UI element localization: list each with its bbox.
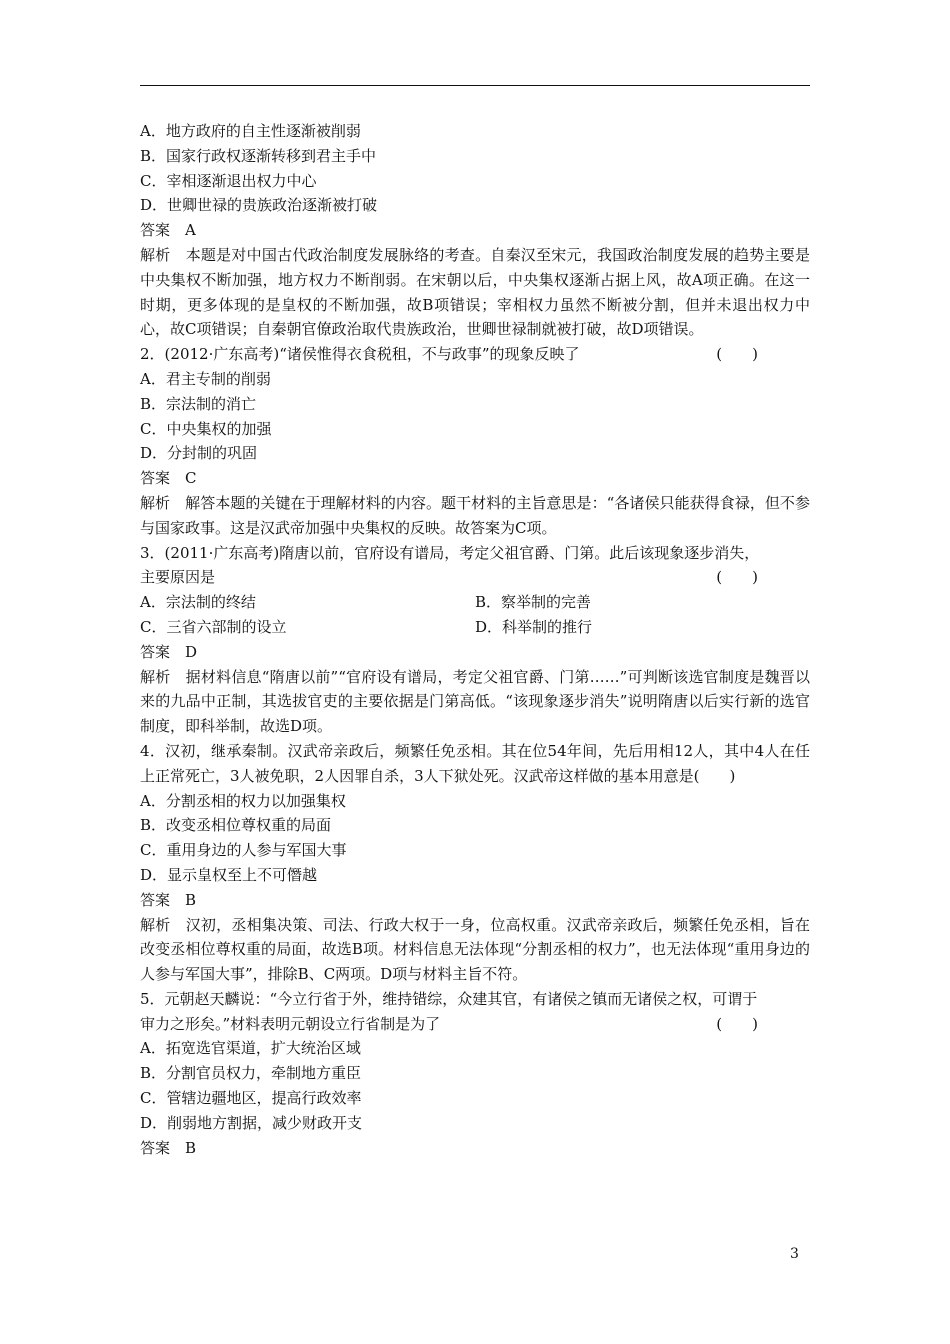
question-stem (140, 342, 810, 367)
option: C．管辖边疆地区，提高行政效率 (140, 1089, 362, 1108)
option: C．三省六部制的设立 (140, 617, 287, 636)
answer: 答案 C (140, 469, 197, 488)
option: D．分封制的巩固 (140, 444, 258, 463)
question-text: 4．汉初，继承秦制。汉武帝亲政后，频繁任免丞相。其在位54年间，先后用相12人，其中4人在任上正常死亡，3人被免职，2人因罪自杀，3人下狱处死。汉武帝这样做的基本用意是( ) (140, 741, 810, 785)
answer-blank: ( ) (716, 568, 758, 587)
question-text: 2．(2012·广东高考)“诸侯惟得衣食税租，不与政事”的现象反映了 (140, 345, 580, 364)
option: D．科举制的推行 (475, 617, 593, 636)
analysis: 解析 汉初，丞相集决策、司法、行政大权于一身，位高权重。汉武帝亲政后，频繁任免丞相，旨在改变丞相位尊权重的局面，故选B项。材料信息无法体现“分割丞相的权力”，也无法体现“重用身边的人参与军国大事”，排除B、C两项。D项与材料主旨不符。 (140, 915, 810, 984)
question-text: 3．(2011·广东高考)隋唐以前，官府设有谱局，考定父祖官爵、门第。此后该现象逐步消失， (140, 543, 760, 562)
answer-blank: ( ) (716, 345, 758, 364)
option: D．削弱地方割据，减少财政开支 (140, 1113, 363, 1132)
option: A．拓宽选官渠道，扩大统治区域 (140, 1039, 361, 1058)
header-rule (140, 85, 810, 86)
option: A．宗法制的终结 (140, 593, 256, 612)
option: A．地方政府的自主性逐渐被削弱 (140, 122, 361, 140)
option: A．分割丞相的权力以加强集权 (140, 791, 346, 810)
option: C．重用身边的人参与军国大事 (140, 841, 347, 860)
page-content (140, 119, 810, 1160)
option: B．国家行政权逐渐转移到君主手中 (140, 146, 377, 165)
option: D．显示皇权至上不可僭越 (140, 865, 318, 884)
option-row (140, 590, 810, 615)
question-stem (140, 565, 810, 590)
answer: 答案 D (140, 642, 198, 661)
page-number: 3 (790, 1246, 799, 1262)
option-row (140, 615, 810, 640)
answer: 答案 B (140, 1138, 197, 1157)
analysis: 解析 据材料信息“隋唐以前”“官府设有谱局，考定父祖官爵、门第……”可判断该选官制度是魏晋以来的九品中正制，其选拔官吏的主要依据是门第高低。“该现象逐步消失”说明隋唐以后实行新的选官制度，即科举制，故选D项。 (140, 667, 810, 736)
option: B．宗法制的消亡 (140, 394, 257, 413)
analysis: 解析 本题是对中国古代政治制度发展脉络的考查。自秦汉至宋元，我国政治制度发展的趋势主要是中央集权不断加强，地方权力不断削弱。在宋朝以后，中央集权逐渐占据上风，故A项正确。在这一时期，更多体现的是皇权的不断加强，故B项错误；宰相权力虽然不断被分割，但并未退出权力中心，故C项错误；自秦朝官僚政治取代贵族政治，世卿世禄制就被打破，故D项错误。 (140, 245, 810, 339)
option: D．世卿世禄的贵族政治逐渐被打破 (140, 196, 378, 215)
option: B．改变丞相位尊权重的局面 (140, 816, 332, 835)
option: C．中央集权的加强 (140, 419, 272, 438)
option: C．宰相逐渐退出权力中心 (140, 171, 317, 190)
option: B．察举制的完善 (475, 593, 592, 612)
answer: 答案 A (140, 221, 196, 240)
question-stem (140, 1012, 810, 1037)
answer: 答案 B (140, 890, 197, 909)
question-text: 审力之形矣。”材料表明元朝设立行省制是为了 (140, 1014, 441, 1033)
answer-blank: ( ) (716, 1014, 758, 1033)
question-text: 主要原因是 (140, 568, 216, 587)
option: B．分割官员权力，牵制地方重臣 (140, 1064, 362, 1083)
option: A．君主专制的削弱 (140, 369, 271, 388)
analysis: 解析 解答本题的关键在于理解材料的内容。题干材料的主旨意思是：“各诸侯只能获得食禄，但不参与国家政事。这是汉武帝加强中央集权的反映。故答案为C项。 (140, 493, 810, 537)
question-text: 5．元朝赵天麟说：“今立行省于外，维持错综，众建其官，有诸侯之镇而无诸侯之权，可谓于 (140, 989, 758, 1008)
